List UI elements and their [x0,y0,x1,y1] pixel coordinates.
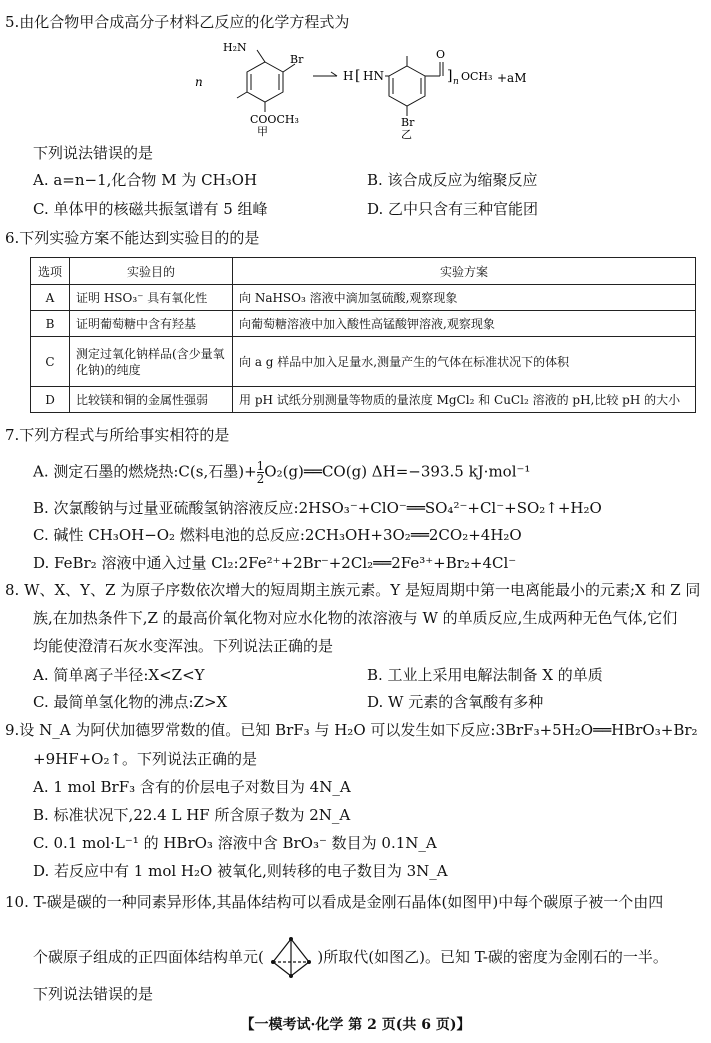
jia-nh2: H₂N [223,41,247,54]
q5-n-label: n [195,75,203,89]
header-option: 选项 [31,258,70,285]
q6-table [30,257,696,413]
q5-stem: 5.由化合物甲合成高分子材料乙反应的化学方程式为 [5,13,350,31]
table-row [31,285,696,311]
yi-name: 乙 [401,128,412,140]
yi-nh: HN [363,69,384,83]
fraction-denominator: 2 [256,472,265,486]
compound-yi [385,56,443,116]
table-row [31,387,696,413]
row-option: C [31,337,70,387]
row-purpose: 证明 HSO₃⁻ 具有氧化性 [70,285,233,311]
q10-line2b: )所取代(如图乙)。已知 T-碳的密度为金刚石的一半。 [317,948,668,966]
q9-option-a: A. 1 mol BrF₃ 含有的价层电子对数目为 4N_A [33,778,351,796]
q7-option-d: D. FeBr₂ 溶液中通入过量 Cl₂:2Fe²⁺+2Br⁻+2Cl₂══2Fe³⁺+Br₂+4Cl⁻ [33,554,517,572]
row-plan: 用 pH 试纸分别测量等物质的量浓度 MgCl₂ 和 CuCl₂ 溶液的 pH,比较 pH 的大小 [233,387,696,413]
q5-byproduct: +aM [497,71,527,85]
reaction-arrow [313,72,337,76]
q9-option-d: D. 若反应中有 1 mol H₂O 被氧化,则转移的电子数目为 3N_A [33,862,448,880]
q9-option-b: B. 标准状况下,22.4 L HF 所含原子数为 2N_A [33,806,351,824]
q7-option-c: C. 碱性 CH₃OH−O₂ 燃料电池的总反应:2CH₃OH+3O₂══2CO₂+4H₂O [33,526,522,544]
q8-line2: 族,在加热条件下,Z 的最高价氧化物对应水化物的浓溶液与 W 的单质反应,生成两种无色气体,它们 [33,609,678,627]
row-purpose: 证明葡萄糖中含有羟基 [70,311,233,337]
jia-br: Br [290,53,304,66]
q9-line1: 9.设 N_A 为阿伏加德罗常数的值。已知 BrF₃ 与 H₂O 可以发生如下反应:3BrF₃+5H₂O══HBrO₃+Br₂ [5,721,698,739]
q8-line1: 8. W、X、Y、Z 为原子序数依次增大的短周期主族元素。Y 是短周期中第一电离能最小的元素;X 和 Z 同 [5,581,701,599]
q8-option-b: B. 工业上采用电解法制备 X 的单质 [367,666,603,684]
yi-o: O [436,48,446,61]
row-option: D [31,387,70,413]
table-row [31,337,696,387]
table-row [31,311,696,337]
row-plan: 向 a g 样品中加入足量水,测量产生的气体在标准状况下的体积 [233,337,696,387]
q5-option-b: B. 该合成反应为缩聚反应 [367,171,538,189]
row-option: B [31,311,70,337]
jia-name: 甲 [257,125,268,138]
q9-line2: +9HF+O₂↑。下列说法正确的是 [33,750,258,768]
row-plan: 向葡萄糖溶液中加入酸性高锰酸钾溶液,观察现象 [233,311,696,337]
q7-a-post: O₂(g)══CO(g) ΔH=−393.5 kJ·mol⁻¹ [264,462,531,481]
q5-prompt: 下列说法错误的是 [33,144,154,162]
compound-jia [237,50,295,112]
q6-stem: 6.下列实验方案不能达到实验目的的是 [5,229,260,247]
q7-stem: 7.下列方程式与所给事实相符的是 [5,426,230,444]
fraction-numerator: 1 [256,459,265,473]
yi-br: Br [401,116,415,129]
header-plan: 实验方案 [233,258,696,285]
page-footer: 【一模考试·化学 第 2 页(共 6 页)】 [240,1017,471,1033]
yi-bracket-right: ] [447,68,453,84]
yi-bracket-left: [ [355,68,361,84]
q8-line3: 均能使澄清石灰水变浑浊。下列说法正确的是 [33,637,334,655]
q8-option-d: D. W 元素的含氧酸有多种 [367,693,544,711]
q9-option-c: C. 0.1 mol·L⁻¹ 的 HBrO₃ 溶液中含 BrO₃⁻ 数目为 0.1N_A [33,834,437,852]
q10-line1: 10. T-碳是碳的一种同素异形体,其晶体结构可以看成是金刚石晶体(如图甲)中每个碳原子被一个由四 [5,893,664,911]
table-header-row [31,258,696,285]
q8-option-a: A. 简单离子半径:X<Z<Y [33,666,205,684]
row-option: A [31,285,70,311]
q7-option-b: B. 次氯酸钠与过量亚硫酸氢钠溶液反应:2HSO₃⁻+ClO⁻══SO₄²⁻+Cl⁻+SO₂↑+H₂O [33,499,602,517]
q7-a-pre: A. 测定石墨的燃烧热:C(s,石墨)+ [33,462,257,481]
q8-option-c: C. 最简单氢化物的沸点:Z>X [33,693,228,711]
row-plan: 向 NaHSO₃ 溶液中滴加氢硫酸,观察现象 [233,285,696,311]
row-purpose: 比较镁和铜的金属性强弱 [70,387,233,413]
q5-option-a: A. a=n−1,化合物 M 为 CH₃OH [33,171,258,189]
yi-n: n [453,77,459,87]
tetrahedron-icon [269,936,313,980]
yi-end-h: H [343,69,354,83]
header-purpose: 实验目的 [70,258,233,285]
q5-option-c: C. 单体甲的核磁共振氢谱有 5 组峰 [33,200,268,218]
jia-ester: COOCH₃ [250,113,299,126]
q10-line2 [33,936,668,980]
q7-option-a [33,460,530,485]
q10-prompt: 下列说法错误的是 [33,985,154,1003]
row-purpose: 测定过氧化钠样品(含少量氧化钠)的纯度 [70,337,233,387]
q10-line2a: 个碳原子组成的正四面体结构单元( [33,948,264,966]
q5-option-d: D. 乙中只含有三种官能团 [367,200,539,218]
yi-och3: OCH₃ [461,70,493,83]
q5-reaction-diagram [195,40,595,140]
